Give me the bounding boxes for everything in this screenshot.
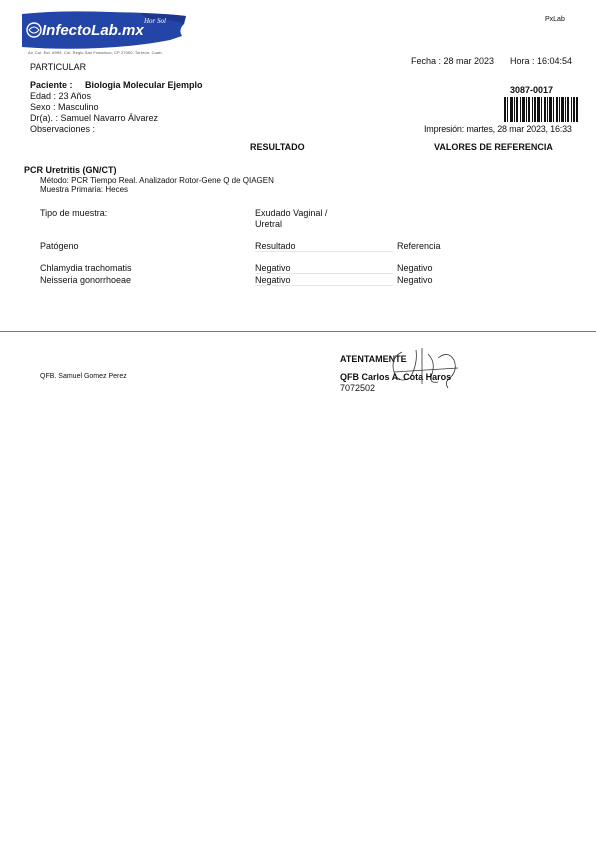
patient-label: Paciente : (30, 80, 73, 90)
column-valores-referencia: VALORES DE REFERENCIA (434, 142, 553, 152)
atentamente-label: ATENTAMENTE (340, 354, 407, 364)
row-underline (255, 285, 393, 286)
system-name: PxLab (545, 16, 565, 23)
patient-type: PARTICULAR (30, 62, 87, 72)
observations: Observaciones : (30, 124, 96, 134)
column-resultado: RESULTADO (250, 142, 305, 152)
pathogen-result: Negativo (255, 275, 291, 285)
print-timestamp: Impresión: martes, 28 mar 2023, 16:33 (424, 124, 572, 134)
test-method: Método: PCR Tiempo Real. Analizador Rotor-Gene Q de QIAGEN (40, 176, 274, 185)
pathogen-name: Neisseria gonorrhoeae (40, 275, 132, 285)
barcode-icon (504, 97, 578, 122)
pathogen-reference: Negativo (397, 275, 433, 285)
pathogen-reference: Negativo (397, 263, 433, 273)
patient-sex: Sexo : Masculino (30, 102, 99, 112)
logo-script-text: Hor Sol (144, 17, 166, 25)
report-time: Hora : 16:04:54 (510, 56, 573, 66)
signer-cedula: 7072502 (340, 383, 376, 393)
row-underline (255, 273, 393, 274)
right-signer: QFB Carlos A. Cota Haros (340, 372, 452, 382)
referring-doctor: Dr(a). : Samuel Navarro Álvarez (30, 113, 159, 123)
left-signer: QFB. Samuel Gomez Perez (40, 373, 127, 380)
handwritten-signature (388, 344, 464, 390)
logo-text: InfectoLab.mx (42, 22, 144, 39)
patient-age: Edad : 23 Años (30, 91, 92, 101)
sample-type-label: Tipo de muestra: (40, 208, 108, 218)
header-referencia: Referencia (397, 241, 441, 251)
pathogen-result: Negativo (255, 263, 291, 273)
lab-address: Av. Col. Est. #999, Col. Regio San Francisco, CP 27000, Torreón, Coah. (28, 50, 163, 55)
test-name: PCR Uretritis (GN/CT) (24, 165, 117, 175)
header-underline (255, 251, 393, 252)
pathogen-name: Chlamydia trachomatis (40, 263, 132, 273)
sample-type-value-line2: Uretral (255, 219, 283, 229)
report-date: Fecha : 28 mar 2023 (411, 56, 495, 66)
header-resultado: Resultado (255, 241, 296, 251)
header-patogeno: Patógeno (40, 241, 79, 251)
patient-name: Biologia Molecular Ejemplo (85, 80, 203, 90)
footer-divider (0, 331, 596, 332)
sample-type-value-line1: Exudado Vaginal / (255, 208, 328, 218)
order-number: 3087-0017 (510, 85, 554, 95)
primary-sample: Muestra Primaria: Heces (40, 185, 129, 194)
lab-logo-banner (20, 10, 188, 50)
